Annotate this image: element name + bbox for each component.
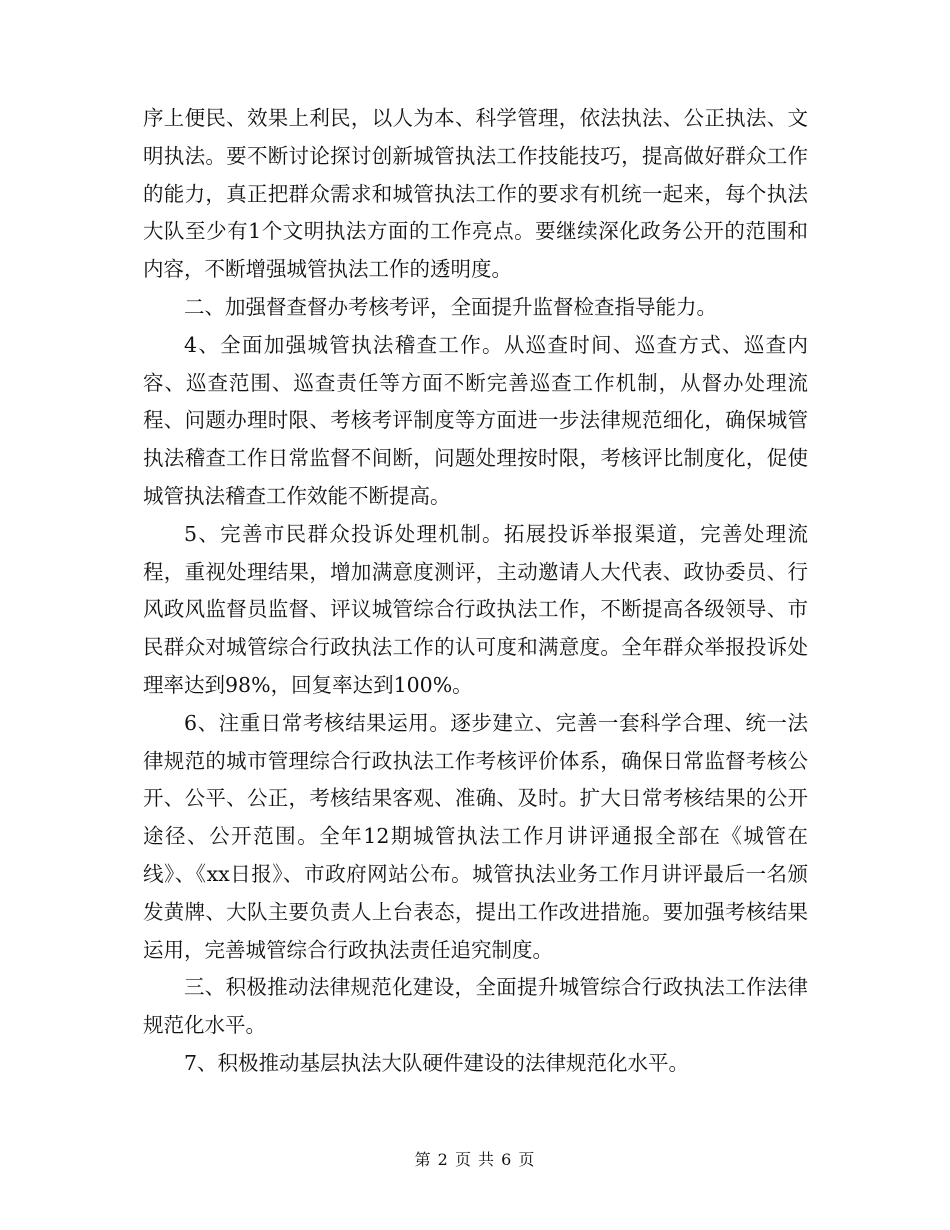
paragraph-item-6: 6、注重日常考核结果运用。逐步建立、完善一套科学合理、统一法律规范的城市管理综合行政执法工作考核评价体系，确保日常监督考核公开、公平、公正，考核结果客观、准确、及时。扩大日常考核结果的公开途径、公开范围。全年12期城管执法工作月讲评通报全部在《城管在线》、《xx日报》、市政府网站公布。城管执法业务工作月讲评最后一名颁发黄牌、大队主要负责人上台表态，提出工作改进措施。要加强考核结果运用，完善城管综合行政执法责任追究制度。 — [143, 710, 808, 962]
section-heading-2: 二、加强督查督办考核考评，全面提升监督检查指导能力。 — [184, 294, 717, 319]
paragraph-continuation: 序上便民、效果上利民，以人为本、科学管理，依法执法、公正执法、文明执法。要不断讨论探讨创新城管执法工作技能技巧，提高做好群众工作的能力，真正把群众需求和城管执法工作的要求有机统一起来，每个执法大队至少有1个文明执法方面的工作亮点。要继续深化政务公开的范围和内容，不断增强城管执法工作的透明度。 — [143, 106, 808, 282]
document-body — [143, 100, 808, 1083]
page-number-footer: 第 2 页 共 6 页 — [414, 1150, 536, 1169]
section-heading-3: 三、积极推动法律规范化建设，全面提升城管综合行政执法工作法律规范化水平。 — [143, 975, 808, 1038]
paragraph-item-7: 7、积极推动基层执法大队硬件建设的法律规范化水平。 — [184, 1050, 690, 1075]
paragraph-item-5: 5、完善市民群众投诉处理机制。拓展投诉举报渠道，完善处理流程，重视处理结果，增加满意度测评，主动邀请人大代表、政协委员、行风政风监督员监督、评议城管综合行政执法工作，不断提高各级领导、市民群众对城管综合行政执法工作的认可度和满意度。全年群众举报投诉处理率达到98%，回复率达到100%。 — [143, 521, 808, 697]
paragraph-item-4: 4、全面加强城管执法稽查工作。从巡查时间、巡查方式、巡查内容、巡查范围、巡查责任等方面不断完善巡查工作机制，从督办处理流程、问题办理时限、考核考评制度等方面进一步法律规范细化，确保城管执法稽查工作日常监督不间断，问题处理按时限，考核评比制度化，促使城管执法稽查工作效能不断提高。 — [143, 332, 808, 508]
